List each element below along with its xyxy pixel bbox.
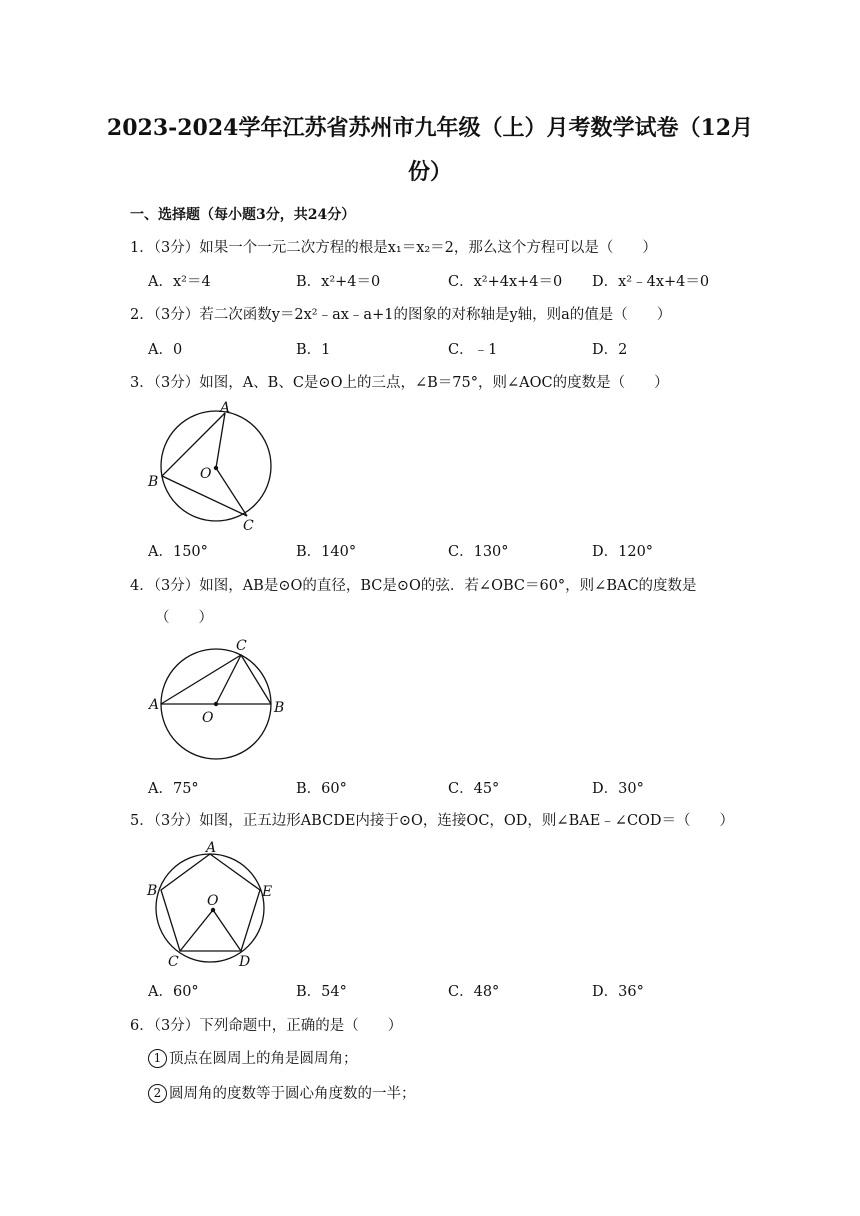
label-o: O: [207, 893, 219, 909]
label-a: A: [149, 697, 160, 713]
question-4-stem-paren: （ ）: [155, 610, 213, 626]
label-b: B: [147, 883, 158, 899]
question-2-option-d: D．2: [592, 342, 628, 358]
question-1-option-b: B．x²+4＝0: [296, 274, 381, 290]
section-heading: 一、选择题（每小题3分，共24分）: [130, 207, 356, 223]
question-3-stem: 3．（3分）如图，A、B、C是⊙O上的三点，∠B＝75°，则∠AOC的度数是（ ）: [130, 375, 669, 391]
question-1-option-c: C．x²+4x+4＝0: [448, 274, 563, 290]
question-4-options: [148, 777, 748, 797]
question-1-option-d: D．x²﹣4x+4＝0: [592, 274, 710, 290]
question-4-option-a: A．75°: [148, 781, 199, 797]
question-5-option-b: B．54°: [296, 984, 347, 1000]
triangle-sides: [162, 413, 247, 516]
circled-number: 2: [148, 1084, 167, 1103]
radii-oc-od: [180, 910, 241, 951]
question-4-option-c: C．45°: [448, 781, 500, 797]
question-1-stem: 1．（3分）如果一个一元二次方程的根是x₁＝x₂＝2，那么这个方程可以是（ ）: [130, 240, 657, 256]
question-3-option-a: A．150°: [148, 544, 208, 560]
question-2-stem: 2．（3分）若二次函数y＝2x²﹣ax﹣a+1的图象的对称轴是y轴，则a的值是（ ）: [130, 307, 672, 323]
question-5-stem: 5．（3分）如图，正五边形ABCDE内接于⊙O，连接OC，OD，则∠BAE﹣∠COD＝（ ）: [130, 813, 735, 829]
question-4-figure: [140, 636, 300, 770]
radii-oa-oc: [216, 413, 247, 516]
question-2-option-b: B．1: [296, 342, 331, 358]
circled-number: 1: [148, 1049, 167, 1068]
statement-text: 顶点在圆周上的角是圆周角；: [169, 1051, 358, 1067]
question-3-options: [148, 540, 748, 560]
label-a: A: [220, 400, 231, 416]
label-c: C: [243, 518, 254, 532]
question-3-option-c: C．130°: [448, 544, 509, 560]
exam-title-line2: 份）: [407, 159, 452, 185]
question-3-option-d: D．120°: [592, 544, 654, 560]
chords-ac-bc: [161, 655, 271, 704]
question-5-options: [148, 980, 748, 1000]
question-3-option-b: B．140°: [296, 544, 357, 560]
question-4-option-d: D．30°: [592, 781, 644, 797]
question-6-statement-1: [148, 1047, 358, 1068]
center-point: [214, 702, 218, 706]
label-e: E: [262, 884, 273, 900]
question-3-figure: [140, 396, 280, 532]
statement-text: 圆周角的度数等于圆心角度数的一半；: [169, 1086, 416, 1102]
label-b: B: [148, 474, 159, 490]
center-point: [214, 466, 218, 470]
question-2-options: [148, 338, 748, 358]
question-1-option-a: A．x²＝4: [148, 274, 211, 290]
label-a: A: [206, 840, 217, 856]
label-o: O: [200, 466, 212, 482]
label-o: O: [202, 710, 214, 726]
question-1-options: [148, 270, 748, 290]
question-5-option-d: D．36°: [592, 984, 644, 1000]
question-5-option-a: A．60°: [148, 984, 199, 1000]
exam-title-line1: 2023-2024学年江苏省苏州市九年级（上）月考数学试卷（12月: [106, 115, 754, 141]
label-b: B: [274, 700, 285, 716]
question-2-option-a: A．0: [148, 342, 183, 358]
label-c: C: [168, 954, 179, 970]
question-6-stem: 6．（3分）下列命题中，正确的是（ ）: [130, 1018, 403, 1034]
question-5-option-c: C．48°: [448, 984, 500, 1000]
label-c: C: [236, 638, 247, 654]
question-4-stem: 4．（3分）如图，AB是⊙O的直径，BC是⊙O的弦．若∠OBC＝60°，则∠BAC的度数是: [130, 578, 697, 594]
label-d: D: [239, 954, 251, 970]
question-6-statement-2: [148, 1082, 416, 1103]
question-4-option-b: B．60°: [296, 781, 347, 797]
question-5-figure: [140, 838, 280, 970]
question-2-option-c: C．﹣1: [448, 342, 498, 358]
